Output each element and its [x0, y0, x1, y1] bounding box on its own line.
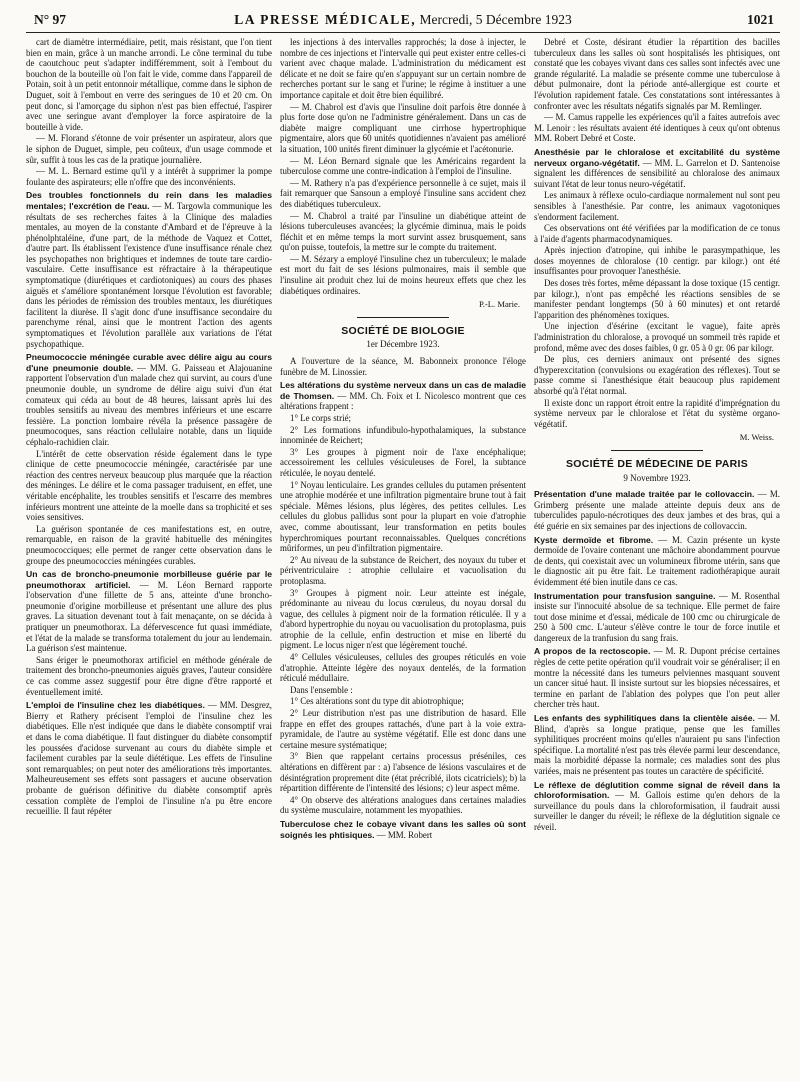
list-item: 2° Les formations infundibulo-hypothalamiques, la substance innominée de Reichert;	[280, 424, 526, 446]
column-2	[280, 37, 526, 1077]
paragraph: A l'ouverture de la séance, M. Babonneix prononce l'éloge funèbre de M. Linossier.	[280, 356, 526, 377]
paragraph: — M. Rosenthal insiste sur l'innocuité absolue de sa technique. Elle permet de faire tout dose minime et d'essai, médicale de 100 cmc ou chirurgicale de 250 à 500 cmc. L'auteur s'élève contre le tour de force inutile et dangereux de la tranfusion du sang frais.	[534, 590, 780, 643]
article-heading: L'emploi de l'insuline chez les diabétiques.	[26, 700, 205, 711]
paragraph: — MM. Desgrez, Bierry et Rathery précisent l'emploi de l'insuline chez les diabétiques. Elle n'est indiquée que dans le diabète consomptif vrai et dans le coma diabétique. Il faut distinguer du diabète consomptif les poussées d'acidose survenant au cours du diabète simple et facilement curables par la seule diététique. Les effets de l'insuline sont remarquables; on peut noter des améliorations très importantes. Malheureusement ses effets sont passagers et aucune observation probante de guérison définitive du diabète consomptif après cessation complète de l'emploi de l'insuline n'a pu être encore recueillie. Il faut répéter	[26, 700, 272, 817]
session-date: 1er Décembre 1923.	[366, 339, 440, 350]
list-item: 3° Groupes à pigment noir. Leur atteinte est inégale, prédominante au niveau du locus cœruleus, du noyau dorsal du vague, des cellules à pigment noir de la formation réticulée. Il y a d'abord hypertrophie du noyau ou vacuolisation du protoplasma, puis atrophie de la cellule, enfin destruction et mise en liberté du pigment. Le locus niger n'est que légèrement touché.	[280, 587, 526, 651]
paragraph: Il existe donc un rapport étroit entre la rapidité d'imprégnation du système nerveux par le chloralose et l'état du système organo-végétatif.	[534, 397, 780, 429]
article	[534, 713, 780, 777]
article	[534, 780, 780, 833]
list-item: 4° Cellules vésiculeuses, cellules des groupes réticulés en voie d'atrophie. Atteinte légère des noyaux dentelés, de la formation réticulé médullaire.	[280, 652, 526, 684]
list-item: 3° Bien que rappelant certains processus préséniles, ces altérations en diffèrent par : a) l'absence de lésions vasculaires et de désintégration proprement dite (état précriblé, ilots cicatriciels); b) la répartition différente de l'intensité des lésions; c) leur aspect même.	[280, 751, 526, 794]
paragraph: Une injection d'ésérine (excitant le vague), faite après l'administration du chloralose, a provoqué un sommeil très rapide et profond, même avec des doses faibles, 0 gr. 05 à 0 gr. 06 par kilogr.	[534, 321, 780, 353]
paragraph: — M. Sézary a employé l'insuline chez un tuberculeux; le malade est mort du fait de ses lésions pulmonaires, mais il semble que l'insuline ait produit chez lui de moins heureux effets que chez les diabétiques ordinaires.	[280, 253, 526, 296]
paragraph: De plus, ces derniers animaux ont présenté des signes d'hyperexcitation (convulsions ou exagération des réflexes). Tout se passe comme si l'anesthésique était beaucoup plus rapidement absorbé qu'à l'état normal.	[534, 354, 780, 396]
section-divider	[357, 317, 449, 318]
article	[280, 380, 526, 412]
paragraph: — M. Florand s'étonne de voir présenter un aspirateur, alors que le siphon de Duguet, simple, peu coûteux, d'un usage commode et sûr, suffit à tous les cas de la pratique journalière.	[26, 133, 272, 165]
paragraph: Dans l'ensemble :	[290, 684, 353, 695]
journal-title	[26, 12, 780, 28]
list-item: 4° On observe des altérations analogues dans certaines maladies du système musculaire, notamment les myopathies.	[280, 794, 526, 816]
paragraph: — MM. G. Paisseau et Alajouanine rapportent l'observation d'un malade chez qui survint, au cours d'une pneumonie double, un syndrome de délire aigu suivi d'un état comateux qui céda au bout de 48 heures, laissant après lui des troubles sensitifs au niveau des membres inférieurs et une escarre fessière. La ponction lombaire révéla la présence passagère de pneumocoques, sans réaction cellulaire notable, dans un liquide céphalo-rachidien clair.	[26, 362, 272, 447]
list-item: 2° Au niveau de la substance de Reichert, des noyaux du tuber et périventriculaire : atrophie cellulaire et vacuolisation du protoplasma.	[280, 554, 526, 586]
paragraph: cart de diamètre intermédiaire, petit, mais résistant, que l'on tient bien en main, grâce à un manche arrondi. Le cône terminal du tube de caoutchouc peut s'adapter indifféremment, soit à l'embout du bouchon de la bouteille où l'on fait le vide, comme dans l'appareil de Potain, soit à un petit entonnoir métallique, comme dans le siphon de Duguet, soit à l'embout en verre des seringues de 10 et 20 cm. On peut donc, si l'amorçage du siphon n'est pas bien effectué, l'aspirer avec une seringue avant d'employer la force aspiratoire de la bouteille à vide.	[26, 37, 272, 132]
author-signature: P.-L. Marie.	[478, 299, 520, 310]
list-item: 3° Les groupes à pigment noir de l'axe encéphalique; accessoirement les cellules vésiculeuses de Forel, la subtance réticulée, le noyau dentelé.	[280, 446, 526, 478]
columns	[26, 37, 780, 1077]
article-heading: Kyste dermoïde et fibrome.	[534, 534, 654, 545]
issue-date: Mercredi, 5 Décembre 1923	[419, 12, 572, 27]
article	[26, 352, 272, 447]
article-heading: A propos de la rectoscopie.	[534, 646, 651, 657]
paragraph: Sans ériger le pneumothorax artificiel en méthode générale de traitement des broncho-pneumonies aiguës graves, l'auteur considère ce cas comme assez suggestif pour être digne d'être rapporté et éventuellement imité.	[26, 654, 272, 697]
list-item: 1° Noyau lenticulaire. Les grandes cellules du putamen présentent une atrophie modérée et une infiltration pigmentaire brune tout à fait spéciale. Mêmes lésions, plus légères, des petites cellules. Les cellules du globus pallidus sont pour la plupart en voie d'atrophie avec, comme aboutissant, leur transformation en petits boules hyperchromiques pourtant reconnaissables. Quelques concrétions mûriformes, un peu d'infiltration pigmentaire.	[280, 479, 526, 554]
paragraph: — M. Blind, d'après sa longue pratique, pense que les familles syphilitiques procréent moins qu'elles n'auraient pu sans l'infection spécifique. La mortalité n'est pas très élevée parmi leur descendance, mais la morbidité dépasse la normale; ces maladies sont des plus variées, mais ne présentent pas toutes un caractère de spécificité.	[534, 713, 780, 776]
article-heading: Présentation d'une malade traitée par le collovaccin.	[534, 489, 755, 500]
page-header	[26, 8, 780, 33]
page-number: 1021	[747, 12, 774, 27]
paragraph: — M. Léon Bernard signale que les Américains regardent la tuberculose comme une contre-indication à l'emploi de l'insuline.	[280, 155, 526, 177]
list-item: 1° Ces altérations sont du type dit abiotrophique;	[290, 696, 464, 707]
article	[534, 646, 780, 710]
article	[534, 591, 780, 644]
article-heading: Instrumentation pour transfusion sanguine.	[534, 590, 716, 601]
paragraph: les injections à des intervalles rapprochés; la dose à injecter, le nombre de ces injections et l'intervalle qui peut exister entre celles-ci varient avec chaque malade. L'administration du médicament est délicate et ne doit se faire qu'en s'appuyant sur un certain nombre de recherches portant sur le sang et l'urine; le régime à instituer a une importance capitale et doit être bien équilibré.	[280, 37, 526, 100]
article	[280, 819, 526, 840]
section-title: SOCIÉTÉ DE BIOLOGIE	[341, 324, 465, 337]
column-1	[26, 37, 272, 1077]
paragraph: Après injection d'atropine, qui inhibe le parasympathique, les doses moyennes de chloralose (10 centigr. par kilogr.) ont été insuffisantes pour provoquer l'anesthésie.	[534, 245, 780, 277]
paragraph: Des doses très fortes, même dépassant la dose toxique (15 centigr. par kilogr.), n'ont pas empêché les réactions sensibles de se manifester pendant longtemps (50 à 60 minutes) et ont retardé l'apparition des phénomènes toxiques.	[534, 278, 780, 320]
paragraph: Debré et Coste, désirant étudier la répartition des bacilles tuberculeux dans les salles où sont hospitalisés les phtisiques, ont constaté que les cobayes vivant dans ces salles sont infectés avec une grande régularité. La maladie se présente comme une tuberculose à début pulmonaire, dont la période anté-allergique est courte et l'évolution rapidement fatale. Ces constatations sont intéressantes à confronter avec les résultats négatifs signalés par M. Remlinger.	[534, 37, 780, 111]
paragraph: — M. Léon Bernard rapporte l'observation d'une fillette de 5 ans, atteinte d'une broncho-pneumonie d'origine morbilleuse et présentant une allure des plus graves. La situation devenant tout à fait menaçante, on se décida à pratiquer un pneumothorax. La défervescence fut quasi immédiate, et l'état de la malade se transforma totalement du jour au lendemain. La guérison s'est maintenue.	[26, 579, 272, 654]
article-heading: Anesthésie par le chloralose et excitabilité du système nerveux organo-végétatif.	[534, 146, 780, 168]
paragraph: Ces observations ont été vérifiées par la modification de ce tonus à l'aide d'agents pharmacodynamiques.	[534, 223, 780, 244]
paragraph: — M. Chabrol a traité par l'insuline un diabétique atteint de lésions tuberculeuses avancées; la glycémie diminua, mais le poids fléchit et en même temps la mort survint assez brusquement, sans qu'on puisse, toutefois, la mettre sur le compte du traitement.	[280, 210, 526, 253]
journal-name: LA PRESSE MÉDICALE,	[234, 12, 417, 27]
column-3	[534, 37, 780, 1077]
paragraph: — MM. Robert	[376, 829, 433, 840]
paragraph: — MM. Ch. Foix et I. Nicolesco montrent que ces altérations frappent :	[280, 390, 526, 412]
article-heading: Tuberculose chez le cobaye vivant dans les salles où sont soignés les phtisiques.	[280, 818, 526, 840]
article-heading: Le réflexe de déglutition comme signal de réveil dans la chloroformisation.	[534, 779, 780, 801]
list-item: 1° Le corps strié;	[290, 413, 351, 423]
paragraph: — M. L. Bernard estime qu'il y a intérêt à supprimer la pompe foulante des aspirateurs; elle n'offre que des inconvénients.	[26, 166, 272, 187]
article	[534, 147, 780, 189]
list-item: 2° Leur distribution n'est pas une distribution de hasard. Elle frappe en effet des groupes rattachés, d'une part à la voie extra-pyramidale, de l'autre au système végétatif. Elle est donc dans une certaine mesure systématique;	[280, 708, 526, 750]
session-date: 9 Novembre 1923.	[623, 472, 691, 483]
section-title: SOCIÉTÉ DE MÉDECINE DE PARIS	[565, 457, 749, 470]
paragraph: — M. Cazin présente un kyste dermoïde de l'ovaire contenant une mâchoire abondamment pourvue de dents, qui coexistait avec un volumineux fibrome utérin, sans que le diagnostic ait pu être fait. Le traitement radiothérapique aurait évidemment été bien inutile dans ce cas.	[534, 534, 780, 587]
article-heading: Les enfants des syphilitiques dans la clientèle aisée.	[534, 713, 755, 724]
paragraph: — MM. L. Garrelon et D. Santenoise signalent les différences de sensibilité au chloralose des animaux suivant l'état de leur tonus neuro-végétatif.	[534, 157, 780, 189]
article-heading: Pneumococcie méningée curable avec délire aigu au cours d'une pneumonie double.	[26, 352, 272, 373]
paragraph: — M. Targowla communique les résultats de ses recherches faites à la Clinique des maladies mentales, au moyen de la constante d'Ambard et de l'épreuve à la phénolphtaléine, d'une part, de la méthode de Vaquez et Cottet, d'autre part. Ils établissent l'existence d'une insuffisance rénale chez les psychopathes non brightiques et indemnes de toute tare cardio-vasculaire. Cette insuffisance est réfractaire à la thérapeutique symptomatique (diurétiques et cardiotoniques) au cours des phases aiguës et s'améliore spontanément lorsque l'évolution est favorable; dans les périodes de rémission des troubles mentaux, les diurétiques facilitent la diurèse. Il s'agit donc d'une insuffisance secondaire du parenchyme rénal, ainsi que le montrent l'action des agents symptomatiques et l'évolution parallèle aux variations de l'état psychopathique.	[26, 200, 272, 349]
article-heading: Les altérations du système nerveux dans un cas de maladie de Thomsen.	[280, 380, 526, 401]
paragraph: — M. Grimberg présente une malade atteinte depuis deux ans de tuberculides papulo-nécrotiques des deux jambes et des bras, qui a été guérie en six semaines par des injections de collovaccin.	[534, 489, 780, 531]
article	[534, 489, 780, 531]
issue-number: N° 97	[34, 12, 67, 27]
paragraph: La guérison spontanée de ces manifestations est, en outre, remarquable, en raison de la gravité habituelle des méningites pneumococciques; elle permet de ranger cette observation dans le groupe des pneumococcies méningées curables.	[26, 523, 272, 566]
article-heading: Un cas de broncho-pneumonie morbilleuse guérie par le pneumothorax artificiel.	[26, 569, 272, 590]
paragraph: — M. Rathery n'a pas d'expérience personnelle à ce sujet, mais il fait remarquer que Sansoun a employé l'insuline sans accident chez des diabétiques tuberculeux.	[280, 177, 526, 209]
article	[534, 535, 780, 588]
section-divider	[611, 450, 703, 451]
paragraph: Les animaux à réflexe oculo-cardiaque normalement nul sont peu sensibles à l'anesthésie. Par contre, les animaux vagotoniques s'endorment facilement.	[534, 190, 780, 222]
article-heading: Des troubles fonctionnels du rein dans les maladies mentales; l'excrétion de l'eau.	[26, 190, 272, 211]
article	[26, 700, 272, 817]
paragraph: L'intérêt de cette observation réside également dans le type clinique de cette pneumococcie méningée, caractérisée par une réaction des centres nerveux beaucoup plus marquée que la réaction des méninges. Le délire et le coma passager traduisent, en effet, une véritable encéphalite, les troubles sensitifs et l'escarre des membres inférieurs montrent une atteinte de la moelle dans sa trophicité et ses voies sensitives.	[26, 448, 272, 523]
paragraph: — M. Chabrol est d'avis que l'insuline doit parfois être donnée à plus forte dose qu'on ne l'administre généralement. Dans un cas de diabète maigre compliquant une cirrhose hypertrophique pigmentaire, alors que 60 unités quotidiennes n'avaient pas amélioré la situation, 100 unités firent diminuer la glycémie et l'acétonurie.	[280, 101, 526, 154]
article	[26, 569, 272, 654]
paragraph: — M. Camus rappelle les expériences qu'il a faites autrefois avec M. Lenoir : les résultats avaient été identiques à ceux qu'ont obtenus MM. Robert Debré et Coste.	[534, 112, 780, 144]
paragraph: — M. R. Dupont précise certaines règles de cette petite opération qu'il voudrait voir se généraliser; il en montre la nécessité dans les tumeurs pelviennes masquant souvent un cancer situé haut. Il insiste surtout sur les biopsies nécessaires, et termine en parlant de l'ablation des polypes que l'on peut aller chercher très haut.	[534, 646, 780, 710]
article	[26, 190, 272, 349]
author-signature: M. Weiss.	[739, 432, 774, 443]
paragraph: — M. Gallois estime qu'en dehors de la surveillance du pouls dans la chloroformisation, il faudrait aussi surveiller le danger du réveil; le réflexe de la déglutition signale ce réveil.	[534, 790, 780, 832]
